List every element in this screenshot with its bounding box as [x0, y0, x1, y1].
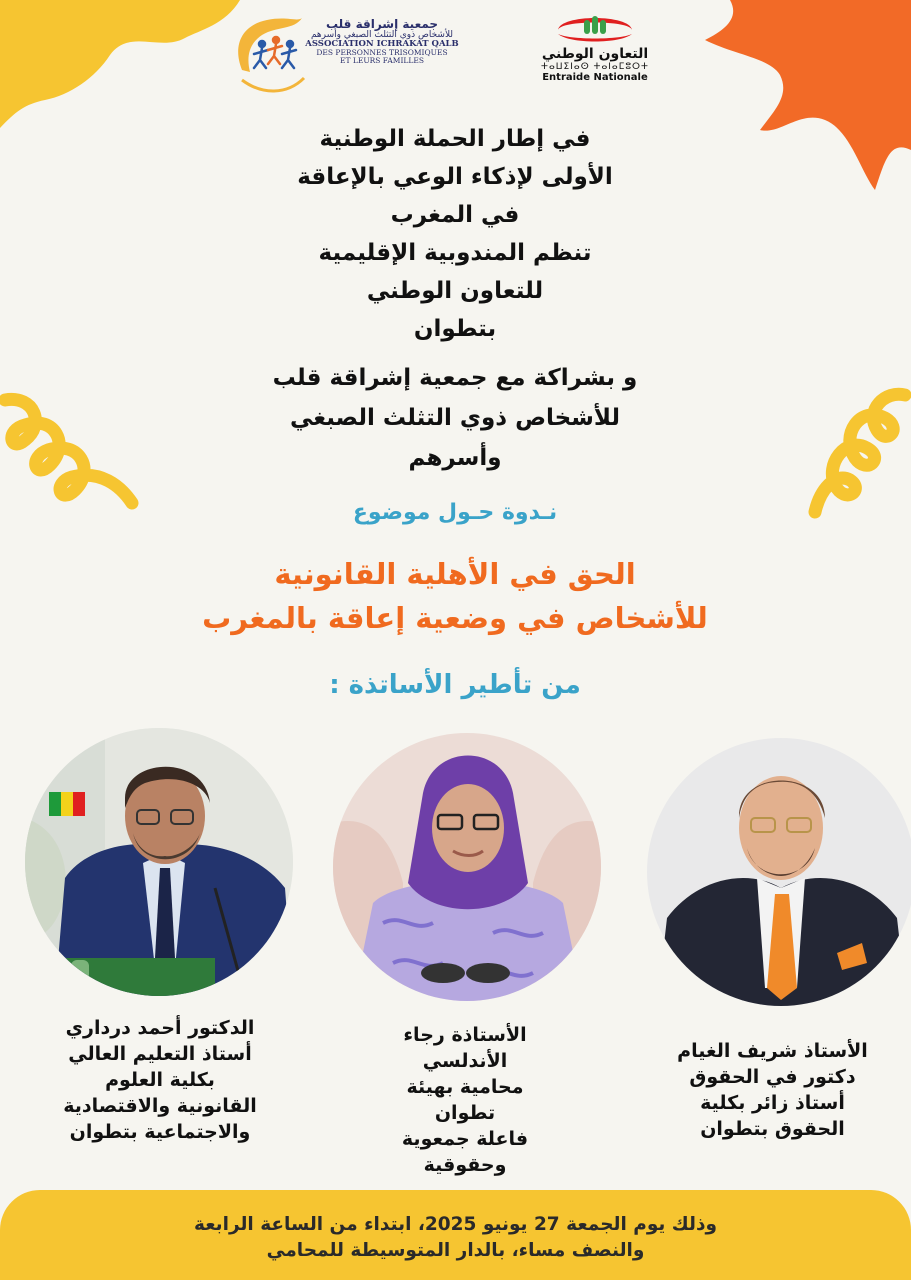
speaker-1-line-2: أستاذ التعليم العالي — [68, 1043, 252, 1065]
partnership-line-3: وأسرهم — [408, 445, 502, 471]
speaker-2-line-6: وحقوقية — [423, 1154, 507, 1176]
speaker-photo-1 — [25, 728, 293, 996]
partnership-line-1: و بشراكة مع جمعية إشراقة قلب — [272, 365, 638, 391]
intro-line-5: للتعاون الوطني — [366, 278, 544, 304]
speaker-2-line-4: تطوان — [434, 1102, 496, 1124]
speaker-1-line-5: والاجتماعية بتطوان — [69, 1121, 251, 1143]
intro-line-3: في المغرب — [390, 202, 520, 228]
event-details-line-2: والنصف مساء، بالدار المتوسيطة للمحامي — [266, 1240, 645, 1261]
speaker-bio-2 — [335, 1022, 595, 1178]
event-details — [40, 1212, 871, 1264]
speaker-bio-3 — [640, 1038, 905, 1142]
yellow-coil-right — [805, 380, 911, 520]
speaker-2-line-2: الأندلسي — [422, 1050, 508, 1072]
speaker-2-line-5: فاعلة جمعوية — [401, 1128, 529, 1150]
speaker-3-line-1: الأستاذ شريف الغيام — [677, 1040, 868, 1062]
yellow-coil-left — [0, 385, 140, 515]
entraide-emblem-icon — [550, 8, 640, 48]
speaker-2-line-3: محامية بهيئة — [406, 1076, 524, 1098]
association-subtitle-ar: للأشخاص ذوي التثلث الصبغي وأسرهم — [310, 29, 454, 40]
speaker-3-portrait — [647, 738, 911, 1006]
speaker-3-line-4: الحقوق بتطوان — [700, 1118, 845, 1140]
association-logo — [232, 10, 462, 100]
association-subtitle-fr-1: DES PERSONNES TRISOMIQUES — [316, 47, 448, 57]
seminar-label: نـدوة حـول موضوع — [352, 500, 558, 525]
topic-line-2: للأشخاص في وضعية إعاقة بالمغرب — [202, 601, 708, 635]
entraide-nationale-logo — [540, 8, 650, 98]
intro-line-6: بتطوان — [413, 316, 497, 342]
yellow-blob-top-left — [0, 0, 240, 130]
framing-label: من تأطير الأساتذة : — [329, 670, 581, 700]
entraide-name-fr: Entraide Nationale — [542, 72, 648, 83]
association-subtitle-fr-2: ET LEURS FAMILLES — [340, 55, 424, 65]
speaker-bio-1 — [15, 1015, 305, 1145]
event-details-line-1: وذلك يوم الجمعة 27 يونيو 2025، ابتداء من الساعة الرابعة — [194, 1214, 717, 1235]
intro-line-4: تنظم المندوبية الإقليمية — [318, 240, 592, 266]
speaker-3-line-2: دكتور في الحقوق — [689, 1066, 856, 1088]
speaker-1-line-1: الدكتور أحمد درداري — [65, 1017, 255, 1039]
intro-line-1: في إطار الحملة الوطنية — [319, 126, 591, 152]
association-name-fr: ASSOCIATION ICHRAKAT QALB — [305, 39, 459, 50]
partnership-text — [130, 358, 780, 478]
speaker-1-line-3: بكلية العلوم — [105, 1069, 215, 1091]
partnership-line-2: للأشخاص ذوي التثلث الصبغي — [290, 405, 620, 431]
topic-line-1: الحق في الأهلية القانونية — [274, 557, 636, 591]
association-name-ar: جمعية إشراقة قلب — [325, 17, 439, 31]
speaker-1-portrait — [25, 728, 293, 996]
speaker-photo-2 — [333, 733, 601, 1001]
speaker-1-line-4: القانونية والاقتصادية — [63, 1095, 257, 1117]
intro-line-2: الأولى لإذكاء الوعي بالإعاقة — [297, 164, 613, 190]
entraide-name-ar: التعاون الوطني — [541, 46, 649, 62]
running-children-icon — [232, 10, 312, 100]
seminar-topic — [100, 552, 810, 640]
speaker-3-line-3: أستاذ زائر بكلية — [700, 1092, 845, 1114]
speaker-2-line-1: الأستاذة رجاء — [403, 1024, 527, 1046]
entraide-name-amazigh: ⵜⴰⵡⵉⵏⴰⵙ ⵜⴰⵏⴰⵎⵓⵔⵜ — [541, 62, 649, 72]
intro-text — [130, 120, 780, 348]
speaker-photo-3 — [647, 738, 911, 1006]
speaker-2-portrait — [333, 733, 601, 1001]
